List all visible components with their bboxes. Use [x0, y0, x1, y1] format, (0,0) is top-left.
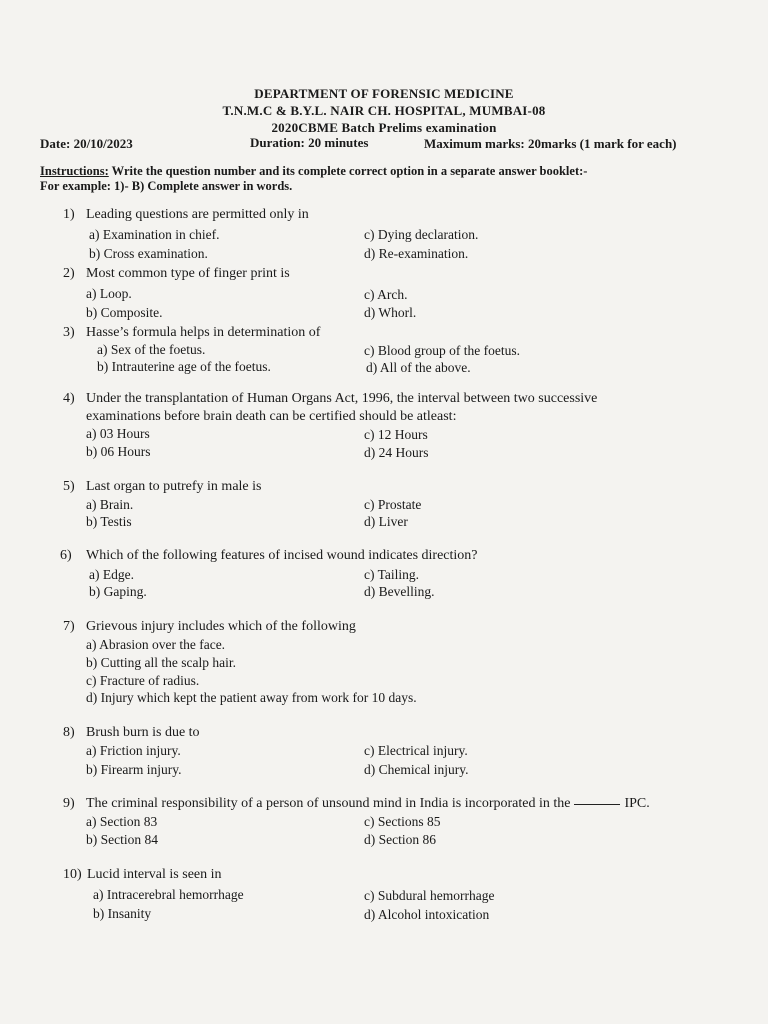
question-3 — [63, 325, 320, 341]
option-a: a) Section 83 — [86, 814, 158, 829]
question-4-continued: examinations before brain death can be certified should be atleast: — [86, 409, 457, 424]
instructions — [40, 164, 587, 179]
option-c: c) Arch. — [364, 287, 408, 302]
question-number: 10) — [63, 867, 82, 882]
option-a: a) 03 Hours — [86, 426, 150, 441]
option-c: c) Subdural hemorrhage — [364, 888, 495, 903]
question-text: The criminal responsibility of a person of unsound mind in India is incorporated in the — [86, 796, 571, 811]
option-c: c) 12 Hours — [364, 427, 428, 442]
option-c: c) Electrical injury. — [364, 743, 468, 758]
option-d: d) Liver — [364, 514, 408, 529]
exam-title: 2020CBME Batch Prelims examination — [271, 120, 497, 135]
instructions-example: For example: 1)- B) Complete answer in words. — [40, 179, 293, 193]
question-number: 6) — [60, 548, 72, 563]
option-b: b) Testis — [86, 514, 132, 529]
option-a: a) Sex of the foetus. — [97, 342, 206, 357]
option-b: b) Intrauterine age of the foetus. — [97, 359, 271, 374]
option-b: b) Composite. — [86, 305, 163, 320]
option-d: d) Whorl. — [364, 305, 417, 320]
question-number: 4) — [63, 391, 75, 406]
question-9 — [63, 796, 650, 812]
option-c: c) Sections 85 — [364, 814, 441, 829]
option-b: b) Cross examination. — [89, 246, 208, 261]
option-b: b) Cutting all the scalp hair. — [86, 655, 236, 670]
question-number: 8) — [63, 725, 75, 740]
question-7 — [63, 619, 356, 635]
option-b: b) 06 Hours — [86, 444, 151, 459]
option-c: c) Tailing. — [364, 567, 420, 582]
option-d: d) 24 Hours — [364, 445, 429, 460]
question-number: 3) — [63, 325, 75, 340]
option-c: c) Prostate — [364, 497, 422, 512]
option-a: a) Intracerebral hemorrhage — [93, 887, 244, 902]
option-b: b) Gaping. — [89, 584, 147, 599]
question-text: Which of the following features of incised wound indicates direction? — [86, 548, 478, 563]
question-4 — [63, 391, 597, 407]
question-text: Lucid interval is seen in — [87, 867, 222, 882]
answer-blank — [574, 803, 620, 805]
max-marks: Maximum marks: 20marks (1 mark for each) — [424, 136, 677, 151]
option-d: d) Alcohol intoxication — [364, 907, 490, 922]
option-d: d) Injury which kept the patient away from work for 10 days. — [86, 690, 417, 705]
option-b: b) Insanity — [93, 906, 152, 921]
question-5 — [63, 479, 261, 495]
option-a: a) Friction injury. — [86, 743, 181, 758]
exam-duration: Duration: 20 minutes — [250, 135, 369, 150]
question-text: Most common type of finger print is — [86, 266, 290, 281]
option-b: b) Section 84 — [86, 832, 158, 847]
option-c: c) Blood group of the foetus. — [364, 343, 520, 358]
option-d: d) Chemical injury. — [364, 762, 469, 777]
option-c: c) Fracture of radius. — [86, 673, 200, 688]
question-number: 2) — [63, 266, 75, 281]
option-a: a) Edge. — [89, 567, 134, 582]
option-d: d) All of the above. — [366, 360, 471, 375]
option-a: a) Examination in chief. — [89, 227, 220, 242]
question-number: 9) — [63, 796, 75, 811]
option-a: a) Brain. — [86, 497, 134, 512]
question-text: Leading questions are permitted only in — [86, 207, 309, 222]
option-c: c) Dying declaration. — [364, 227, 479, 242]
question-number: 1) — [63, 207, 75, 222]
question-number: 7) — [63, 619, 75, 634]
question-10 — [63, 867, 222, 883]
question-2 — [63, 266, 290, 282]
option-b: b) Firearm injury. — [86, 762, 182, 777]
hospital-name: T.N.M.C & B.Y.L. NAIR CH. HOSPITAL, MUMBAI-08 — [222, 103, 546, 118]
option-d: d) Bevelling. — [364, 584, 435, 599]
option-a: a) Loop. — [86, 286, 132, 301]
question-1 — [63, 207, 309, 223]
department-title: DEPARTMENT OF FORENSIC MEDICINE — [254, 86, 514, 101]
question-text: Under the transplantation of Human Organs Act, 1996, the interval between two successive — [86, 391, 598, 406]
question-text: Hasse’s formula helps in determination of — [86, 325, 321, 340]
question-text: Brush burn is due to — [86, 725, 200, 740]
instructions-text: Write the question number and its complete correct option in a separate answer booklet:- — [108, 164, 588, 178]
question-text-tail: IPC. — [624, 796, 650, 811]
option-d: d) Re-examination. — [364, 246, 469, 261]
exam-date: Date: 20/10/2023 — [40, 136, 133, 151]
question-number: 5) — [63, 479, 75, 494]
option-d: d) Section 86 — [364, 832, 436, 847]
instructions-label: Instructions: — [40, 164, 109, 178]
question-8 — [63, 725, 200, 741]
option-a: a) Abrasion over the face. — [86, 637, 226, 652]
question-6 — [60, 548, 478, 564]
question-text: Grievous injury includes which of the following — [86, 619, 356, 634]
question-text: Last organ to putrefy in male is — [86, 479, 262, 494]
